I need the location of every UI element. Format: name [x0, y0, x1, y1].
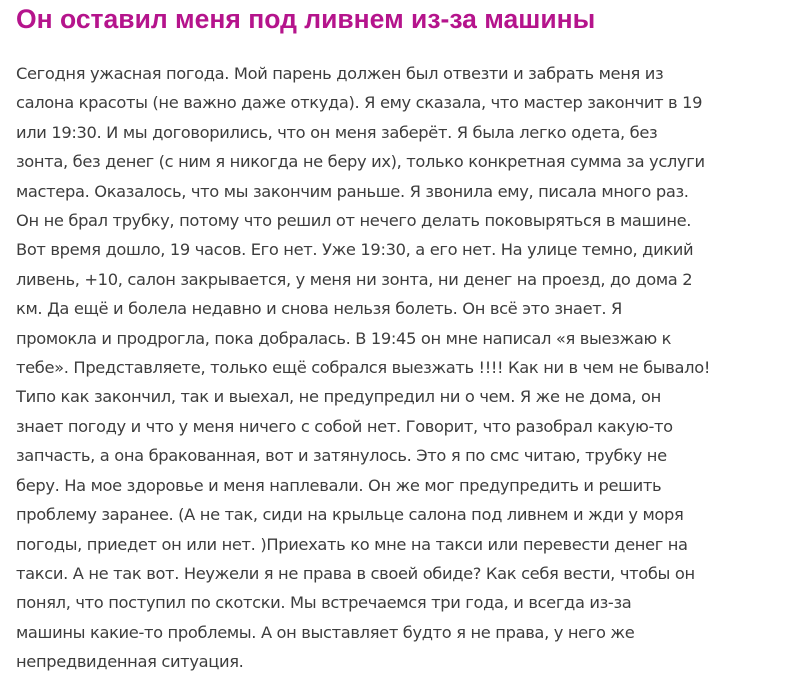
body-line: зонта, без денег (с ним я никогда не беру их), только конкретная сумма за услуги — [16, 152, 705, 172]
body-line: Сегодня ужасная погода. Мой парень должен был отвезти и забрать меня из — [16, 64, 664, 83]
body-line: знает погоду и что у меня ничего с собой нет. Говорит, что разобрал какую-то — [16, 416, 673, 436]
body-line: машины какие-то проблемы. А он выставляет будто я не права, у него же — [16, 622, 635, 642]
body-line: беру. На мое здоровье и меня наплевали. Он же мог предупредить и решить — [16, 475, 662, 495]
article-body — [16, 59, 710, 677]
body-line: салона красоты (не важно даже откуда). Я ему сказала, что мастер закончит в 19 — [16, 93, 703, 113]
body-line: промокла и продрогла, пока добралась. В 19:45 он мне написал «я выезжаю к — [16, 328, 672, 348]
body-line: мастера. Оказалось, что мы закончим раньше. Я звонила ему, писала много раз. — [16, 181, 689, 201]
body-line: тебе». Представляете, только ещё собрался выезжать !!!! Как ни в чем не бывало! — [16, 358, 711, 378]
body-line: Типо как закончил, так и выехал, не предупредил ни о чем. Я же не дома, он — [16, 387, 661, 407]
body-line: ливень, +10, салон закрывается, у меня ни зонта, ни денег на проезд, до дома 2 — [16, 269, 693, 289]
body-line: Вот время дошло, 19 часов. Его нет. Уже 19:30, а его нет. На улице темно, дикий — [16, 240, 694, 260]
body-line: запчасть, а она бракованная, вот и затянулось. Это я по смс читаю, трубку не — [16, 446, 667, 466]
body-line: погоды, приедет он или нет. )Приехать ко мне на такси или перевести денег на — [16, 534, 688, 554]
body-line: такси. А не так вот. Неужели я не права в своей обиде? Как себя вести, чтобы он — [16, 563, 695, 583]
article-title: Он оставил меня под ливнем из-за машины — [16, 4, 596, 34]
body-line: км. Да ещё и болела недавно и снова нельзя болеть. Он всё это знает. Я — [16, 299, 622, 319]
body-line: Он не брал трубку, потому что решил от нечего делать поковыряться в машине. — [16, 211, 692, 231]
article — [16, 0, 806, 672]
body-line: понял, что поступил по скотски. Мы встречаемся три года, и всегда из-за — [16, 593, 632, 613]
body-line: или 19:30. И мы договорились, что он меня заберёт. Я была легко одета, без — [16, 122, 658, 142]
body-line: непредвиденная ситуация. — [16, 652, 244, 672]
body-line: проблему заранее. (А не так, сиди на крыльце салона под ливнем и жди у моря — [16, 505, 684, 525]
